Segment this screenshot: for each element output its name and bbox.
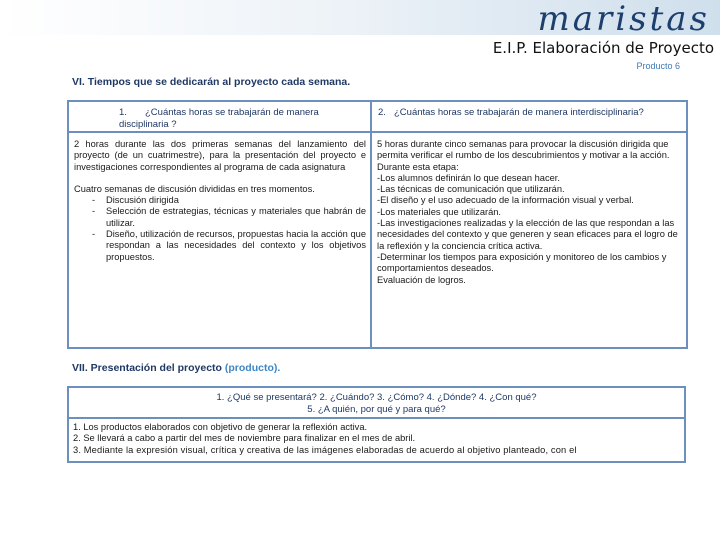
section-7-title-accent: (producto). (224, 362, 281, 374)
maristas-logo: maristas (537, 0, 710, 39)
section-7-title (72, 362, 280, 374)
presentation-questions-line-1: 1. ¿Qué se presentará? 2. ¿Cuándo? 3. ¿Cómo? 4. ¿Dónde? 4. ¿Con qué? (216, 392, 537, 403)
presentation-questions-cell (68, 387, 685, 418)
disciplinary-answer-cell (68, 132, 371, 348)
page-reference: Producto 6 (636, 61, 680, 71)
section-6-table (67, 100, 688, 349)
list-item: -Los materiales que utilizarán. (377, 206, 502, 217)
interdisciplinary-intro: 5 horas durante cinco semanas para provocar la discusión dirigida que permita verificar el rumbo de los descubrimientos y motivar a la acción. (377, 139, 670, 161)
question-2-cell (371, 101, 687, 132)
list-item: - Selección de estrategias, técnicas y materiales que habrán de utilizar. (74, 206, 366, 229)
list-item: Evaluación de logros. (377, 274, 466, 285)
question-1-number: 1. (119, 107, 127, 118)
presentation-answers-cell (68, 418, 685, 462)
list-item: - Diseño, utilización de recursos, propuestas hacia la acción que respondan a las necesidades del contexto y los objetivos propuestos. (74, 229, 366, 263)
list-item: -Las técnicas de comunicación que utilizarán. (377, 184, 565, 195)
question-2-text: ¿Cuántas horas se trabajarán de manera interdisciplinaria? (394, 107, 644, 118)
question-1-cell (68, 101, 371, 132)
interdisciplinary-answer-cell (371, 132, 687, 348)
list-item: 3. Mediante la expresión visual, crítica y creativa de las imágenes elaboradas de acuerdo al objetivo planteado, con el (73, 444, 577, 455)
list-item: 1. Los productos elaborados con objetivo de generar la reflexión activa. (73, 422, 368, 432)
presentation-questions-line-2: 5. ¿A quién, por qué y para qué? (307, 404, 446, 415)
section-7-table (67, 386, 686, 463)
page-subtitle: E.I.P. Elaboración de Proyecto (492, 39, 714, 57)
question-2-number: 2. (378, 107, 386, 118)
list-item: 2. Se llevará a cabo a partir del mes de noviembre para finalizar en el mes de abril. (73, 433, 416, 444)
list-item: -Determinar los tiempos para exposición y monitoreo de los cambios y comportamientos deseados. (377, 251, 667, 274)
header-banner (0, 0, 720, 39)
disciplinary-intro: 2 horas durante las dos primeras semanas del lanzamiento del proyecto (de un cuatrimestre), para la presentación del proyecto e investigaciones correspondientes al programa de cada asignatura (74, 139, 366, 172)
stage-label: Durante esta etapa: (377, 161, 459, 172)
list-item: - Discusión dirigida (74, 195, 366, 206)
discussion-moments-intro: Cuatro semanas de discusión divididas en tres momentos. (74, 183, 315, 194)
list-item: -Las investigaciones realizadas y la elección de las que respondan a las necesidades del contexto y que generen y sean eficaces para el logro de la reflexión y la conciencia crítica activa. (377, 218, 678, 251)
list-item: -El diseño y el uso adecuado de la información visual y verbal. (377, 195, 634, 206)
list-item: -Los alumnos definirán lo que desean hacer. (377, 172, 560, 183)
question-1-text: ¿Cuántas horas se trabajarán de manera disciplinaria ? (119, 107, 319, 130)
section-7-title-main: VII. Presentación del proyecto (72, 362, 222, 374)
section-6-title: VI. Tiempos que se dedicarán al proyecto cada semana. (72, 76, 351, 88)
